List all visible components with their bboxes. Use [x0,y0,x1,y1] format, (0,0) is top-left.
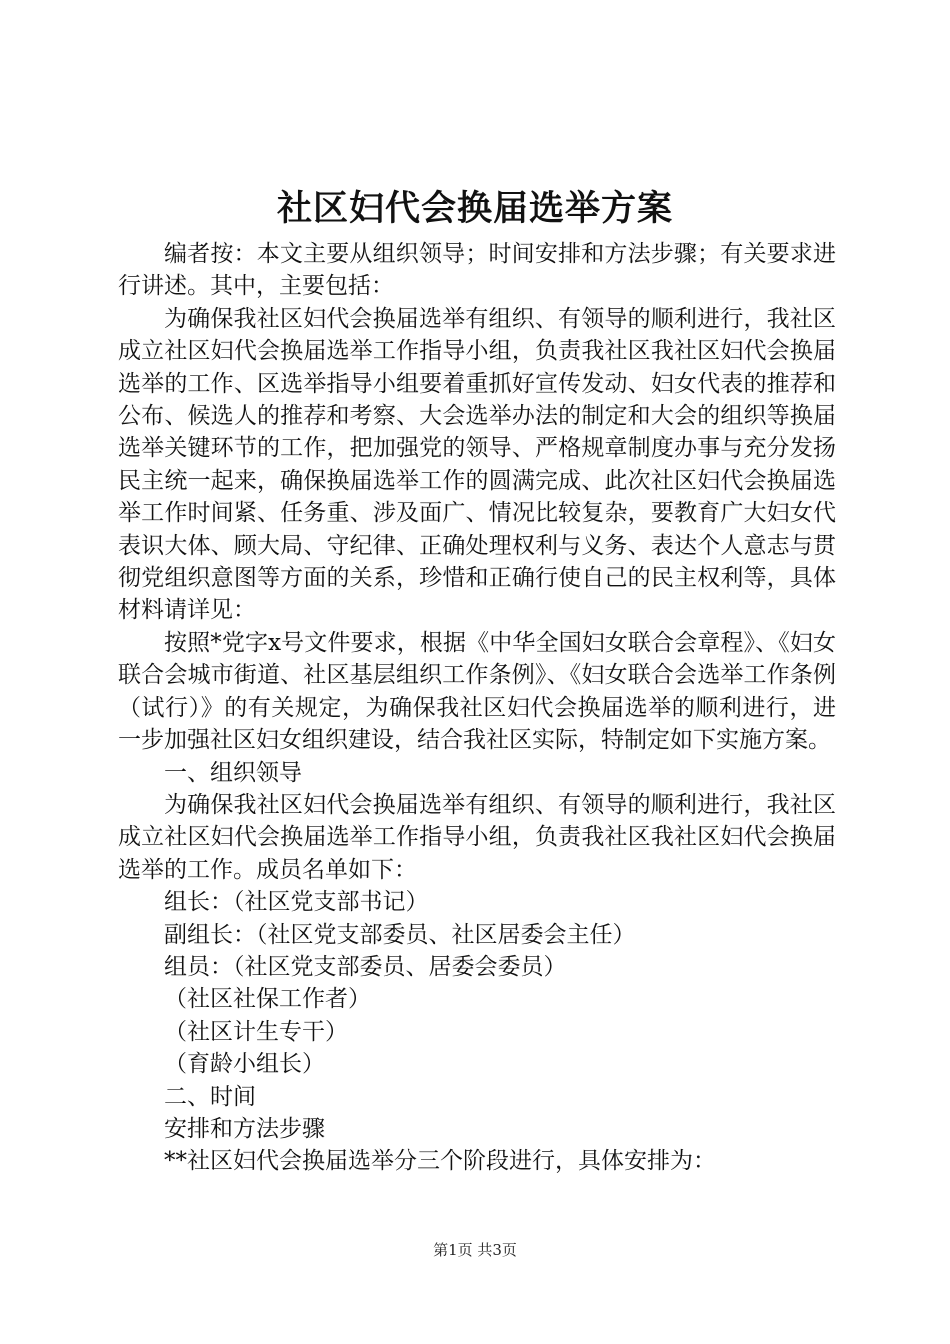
page-footer: 第1页 共3页 [433,1241,517,1259]
section-heading-time: 二、时间 [164,1083,256,1110]
member-line-deputy: 副组长：（社区党支部委员、社区居委会主任） [164,921,636,948]
editor-note-paragraph: 编者按：本文主要从组织领导；时间安排和方法步骤；有关要求进行讲述。其中，主要包括： [118,241,836,300]
section-subheading-steps: 安排和方法步骤 [164,1115,325,1142]
member-line-leader: 组长：（社区党支部书记） [164,889,429,916]
basis-paragraph: 按照*党字x号文件要求，根据《中华全国妇女联合会章程》、《妇女联合会城市街道、社区基层组织工作条例》、《妇女联合会选举工作条例（试行）》的有关规定，为确保我社区妇代会换届选举的顺利进行，进一步加强社区妇女组织建设，结合我社区实际，特制定如下实施方案。 [118,629,836,754]
member-line-social-security: （社区社保工作者） [164,986,371,1013]
document-body [118,238,836,1178]
member-line-group-leader: （育龄小组长） [164,1051,325,1078]
member-line-members: 组员：（社区党支部委员、居委会委员） [164,953,567,980]
organization-paragraph: 为确保我社区妇代会换届选举有组织、有领导的顺利进行，我社区成立社区妇代会换届选举工作指导小组，负责我社区我社区妇代会换届选举的工作。成员名单如下： [118,791,836,883]
document-title: 社区妇代会换届选举方案 [276,188,673,229]
summary-paragraph: 为确保我社区妇代会换届选举有组织、有领导的顺利进行，我社区成立社区妇代会换届选举工作指导小组，负责我社区我社区妇代会换届选举的工作、区选举指导小组要着重抓好宣传发动、妇女代表的推荐和公布、候选人的推荐和考察、大会选举办法的制定和大会的组织等换届选举关键环节的工作，把加强党的领导、严格规章制度办事与充分发扬民主统一起来，确保换届选举工作的圆满完成、此次社区妇代会换届选举工作时间紧、任务重、涉及面广、情况比较复杂，要教育广大妇女代表识大体、顾大局、守纪律、正确处理权利与义务、表达个人意志与贯彻党组织意图等方面的关系，珍惜和正确行使自己的民主权利等，具体材料请详见： [118,305,836,624]
stages-paragraph: **社区妇代会换届选举分三个阶段进行，具体安排为： [164,1148,716,1175]
section-heading-organization: 一、组织领导 [164,759,302,786]
member-line-family-planning: （社区计生专干） [164,1018,348,1045]
